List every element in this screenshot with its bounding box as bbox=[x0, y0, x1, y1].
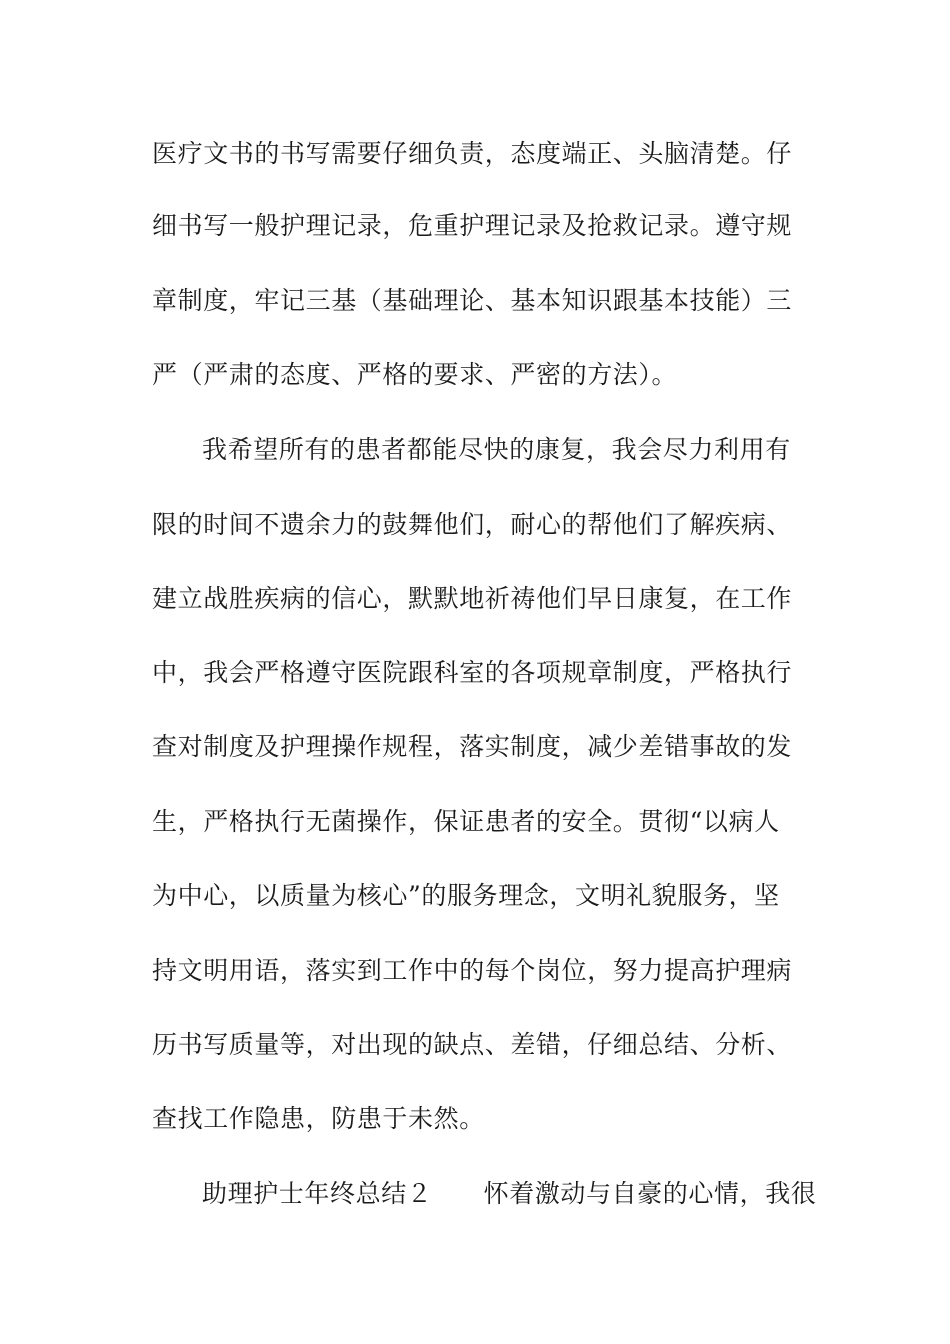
text-line: 严（严肃的态度、严格的要求、严密的方法）。 bbox=[152, 360, 678, 389]
text-line: 历书写质量等，对出现的缺点、差错，仔细总结、分析、 bbox=[152, 1030, 793, 1059]
text-line: 我希望所有的患者都能尽快的康复，我会尽力利用有 bbox=[202, 435, 791, 464]
text-line: 查对制度及护理操作规程，落实制度，减少差错事故的发 bbox=[152, 732, 793, 761]
section-heading-line: 助理护士年终总结２ 怀着激动与自豪的心情，我很 bbox=[202, 1179, 817, 1208]
text-line: 建立战胜疾病的信心，默默地祈祷他们早日康复，在工作 bbox=[152, 584, 793, 613]
text-line: 医疗文书的书写需要仔细负责，态度端正、头脑清楚。仔 bbox=[152, 139, 793, 168]
text-line: 限的时间不遗余力的鼓舞他们，耐心的帮他们了解疾病、 bbox=[152, 510, 793, 539]
text-line: 中，我会严格遵守医院跟科室的各项规章制度，严格执行 bbox=[152, 658, 793, 687]
text-line: 章制度，牢记三基（基础理论、基本知识跟基本技能）三 bbox=[152, 286, 793, 315]
text-line: 持文明用语，落实到工作中的每个岗位，努力提高护理病 bbox=[152, 956, 793, 985]
text-line: 查找工作隐患，防患于未然。 bbox=[152, 1104, 485, 1133]
text-line: 细书写一般护理记录，危重护理记录及抢救记录。遵守规 bbox=[152, 211, 793, 240]
text-line: 为中心，以质量为核心”的服务理念，文明礼貌服务，坚 bbox=[152, 881, 780, 910]
text-line: 生，严格执行无菌操作，保证患者的安全。贯彻“以病人 bbox=[152, 807, 780, 836]
